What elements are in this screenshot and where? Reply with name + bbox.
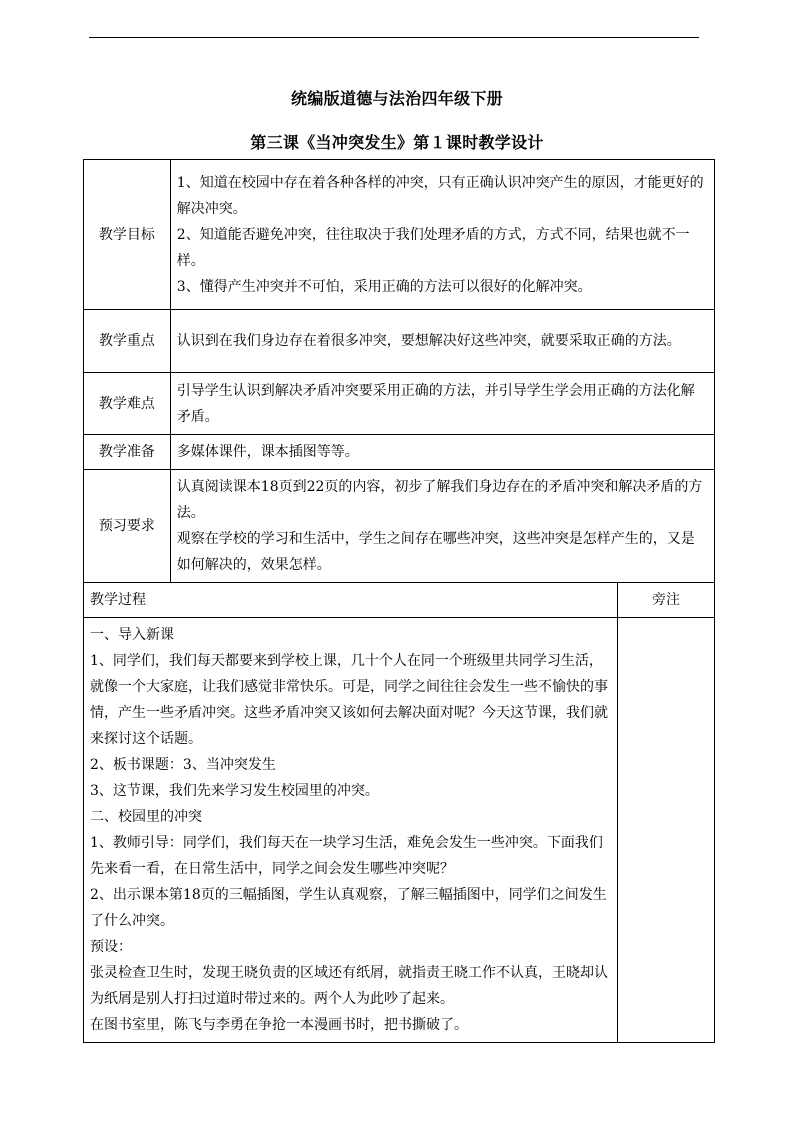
table-row-difficulties <box>84 373 715 435</box>
process-line: 一、导入新课 <box>90 627 174 643</box>
process-line: 1、同学们，我们每天都要来到学校上课，几十个人在同一个班级里共同学习生活，就像一个大家庭，让我们感觉非常快乐。可是，同学之间往往会发生一些不愉快的事情，产生一些矛盾冲突。这些矛盾冲突又该如何去解决面对呢？今天这节课，我们就来探讨这个话题。 <box>90 653 608 747</box>
preparation-content: 多媒体课件，课本插图等等。 <box>170 435 714 470</box>
process-header: 教学过程 <box>84 583 618 618</box>
document-title: 统编版道德与法治四年级下册 <box>291 89 503 108</box>
key-points-label: 教学重点 <box>84 310 171 373</box>
goal-item-1: 1、知道在校园中存在着各种各样的冲突，只有正确认识冲突产生的原因，才能更好的解决冲突。 <box>176 174 704 217</box>
goal-item-3: 3、懂得产生冲突并不可怕，采用正确的方法可以很好的化解冲突。 <box>176 278 592 295</box>
header-rule <box>89 37 699 38</box>
table-row-process-body <box>84 618 715 1043</box>
table-row-preparation <box>84 435 715 470</box>
side-notes-cell <box>617 618 714 1043</box>
table-row-process-header <box>84 583 715 618</box>
process-content <box>84 618 618 1043</box>
process-line: 1、教师引导：同学们，我们每天在一块学习生活，难免会发生一些冲突。下面我们先来看一看，在日常生活中，同学之间会发生哪些冲突呢？ <box>90 835 603 877</box>
preview-content <box>170 470 714 583</box>
preparation-label: 教学准备 <box>84 435 171 470</box>
preview-label: 预习要求 <box>84 470 171 583</box>
table-row-goals <box>84 160 715 310</box>
key-points-content: 认识到在我们身边存在着很多冲突，要想解决好这些冲突，就要采取正确的方法。 <box>170 310 714 373</box>
process-line: 2、出示课本第18页的三幅插图，学生认真观察，了解三幅插图中，同学们之间发生了什么冲突。 <box>90 887 607 929</box>
process-line: 二、校园里的冲突 <box>90 809 202 825</box>
process-line: 张灵检查卫生时，发现王晓负责的区域还有纸屑，就指责王晓工作不认真，王晓却认为纸屑是别人打扫过道时带过来的。两个人为此吵了起来。 <box>90 965 608 1007</box>
preview-item-1: 认真阅读课本18页到22页的内容，初步了解我们身边存在的矛盾冲突和解决矛盾的方法。 <box>176 479 703 521</box>
goals-content <box>170 160 714 310</box>
side-notes-header: 旁注 <box>617 583 714 618</box>
difficulties-label: 教学难点 <box>84 373 171 435</box>
preview-item-2: 观察在学校的学习和生活中，学生之间存在哪些冲突，这些冲突是怎样产生的，又是如何解决的，效果怎样。 <box>176 531 695 573</box>
lesson-title: 第三课《当冲突发生》第１课时教学设计 <box>250 133 544 152</box>
difficulties-content: 引导学生认识到解决矛盾冲突要采用正确的方法，并引导学生学会用正确的方法化解矛盾。 <box>170 373 714 435</box>
goals-label: 教学目标 <box>84 160 171 310</box>
process-line: 2、板书课题：3、当冲突发生 <box>90 757 276 773</box>
table-row-preview <box>84 470 715 583</box>
process-line: 3、这节课，我们先来学习发生校园里的冲突。 <box>90 783 379 799</box>
goal-item-2: 2、知道能否避免冲突，往往取决于我们处理矛盾的方式，方式不同，结果也就不一样。 <box>176 226 690 269</box>
process-line: 在图书室里，陈飞与李勇在争抢一本漫画书时，把书撕破了。 <box>90 1017 468 1033</box>
process-line: 预设： <box>90 939 132 955</box>
table-row-key-points <box>84 310 715 373</box>
lesson-plan-table <box>83 159 715 1043</box>
